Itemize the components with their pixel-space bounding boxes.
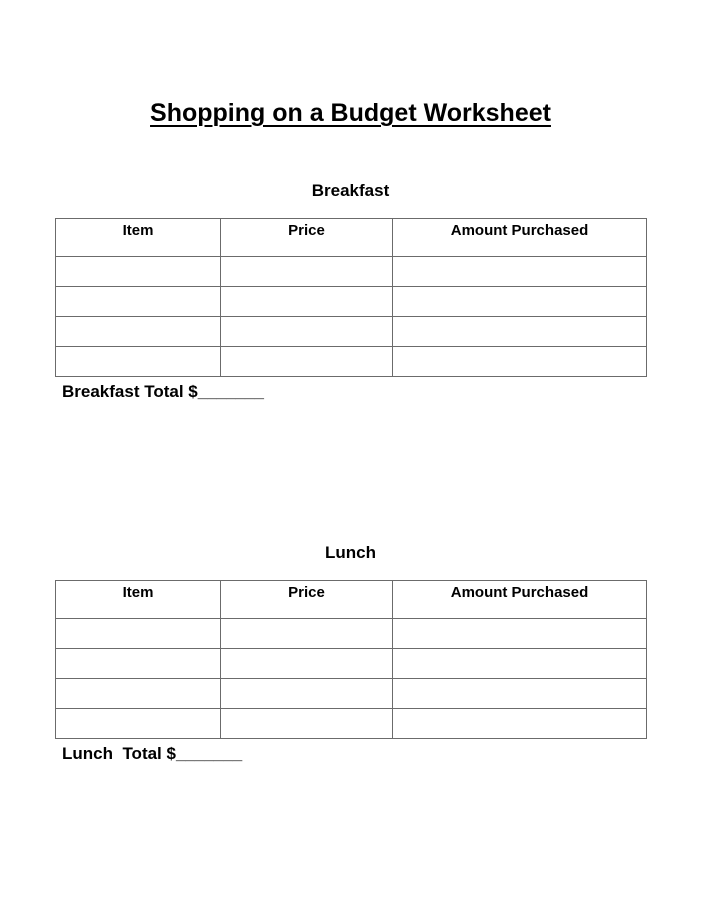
lunch-price-cell[interactable] xyxy=(221,679,393,709)
lunch-header-row xyxy=(56,581,647,619)
lunch-item-cell[interactable] xyxy=(56,619,221,649)
lunch-item-cell[interactable] xyxy=(56,709,221,739)
lunch-heading: Lunch xyxy=(325,543,376,562)
breakfast-item-cell[interactable] xyxy=(56,347,221,377)
breakfast-amount-cell[interactable] xyxy=(393,347,647,377)
breakfast-item-cell[interactable] xyxy=(56,287,221,317)
breakfast-header-row xyxy=(56,219,647,257)
breakfast-table xyxy=(55,218,647,377)
breakfast-item-cell[interactable] xyxy=(56,257,221,287)
breakfast-price-cell[interactable] xyxy=(221,287,393,317)
breakfast-column-amount-purchased: Amount Purchased xyxy=(393,219,647,257)
lunch-amount-cell[interactable] xyxy=(393,679,647,709)
table-row xyxy=(56,679,647,709)
breakfast-heading: Breakfast xyxy=(311,181,390,200)
lunch-table xyxy=(55,580,647,739)
breakfast-item-cell[interactable] xyxy=(56,317,221,347)
breakfast-price-cell[interactable] xyxy=(221,317,393,347)
lunch-price-cell[interactable] xyxy=(221,619,393,649)
page-title-text: Shopping on a Budget Worksheet xyxy=(150,99,551,127)
table-row xyxy=(56,649,647,679)
table-row xyxy=(56,287,647,317)
lunch-price-cell[interactable] xyxy=(221,649,393,679)
lunch-item-cell[interactable] xyxy=(56,649,221,679)
breakfast-amount-cell[interactable] xyxy=(393,287,647,317)
table-row xyxy=(56,619,647,649)
breakfast-amount-cell[interactable] xyxy=(393,257,647,287)
table-row xyxy=(56,257,647,287)
lunch-total-line: Lunch Total $_______ xyxy=(62,744,243,763)
lunch-column-price: Price xyxy=(221,581,393,619)
lunch-price-cell[interactable] xyxy=(221,709,393,739)
breakfast-amount-cell[interactable] xyxy=(393,317,647,347)
breakfast-total-line: Breakfast Total $_______ xyxy=(62,382,264,401)
lunch-amount-cell[interactable] xyxy=(393,619,647,649)
breakfast-price-cell[interactable] xyxy=(221,347,393,377)
breakfast-column-price: Price xyxy=(221,219,393,257)
lunch-amount-cell[interactable] xyxy=(393,709,647,739)
lunch-column-amount-purchased: Amount Purchased xyxy=(393,581,647,619)
table-row xyxy=(56,317,647,347)
lunch-column-item: Item xyxy=(56,581,221,619)
lunch-item-cell[interactable] xyxy=(56,679,221,709)
breakfast-price-cell[interactable] xyxy=(221,257,393,287)
page-title xyxy=(0,96,701,130)
lunch-amount-cell[interactable] xyxy=(393,649,647,679)
breakfast-column-item: Item xyxy=(56,219,221,257)
table-row xyxy=(56,347,647,377)
table-row xyxy=(56,709,647,739)
